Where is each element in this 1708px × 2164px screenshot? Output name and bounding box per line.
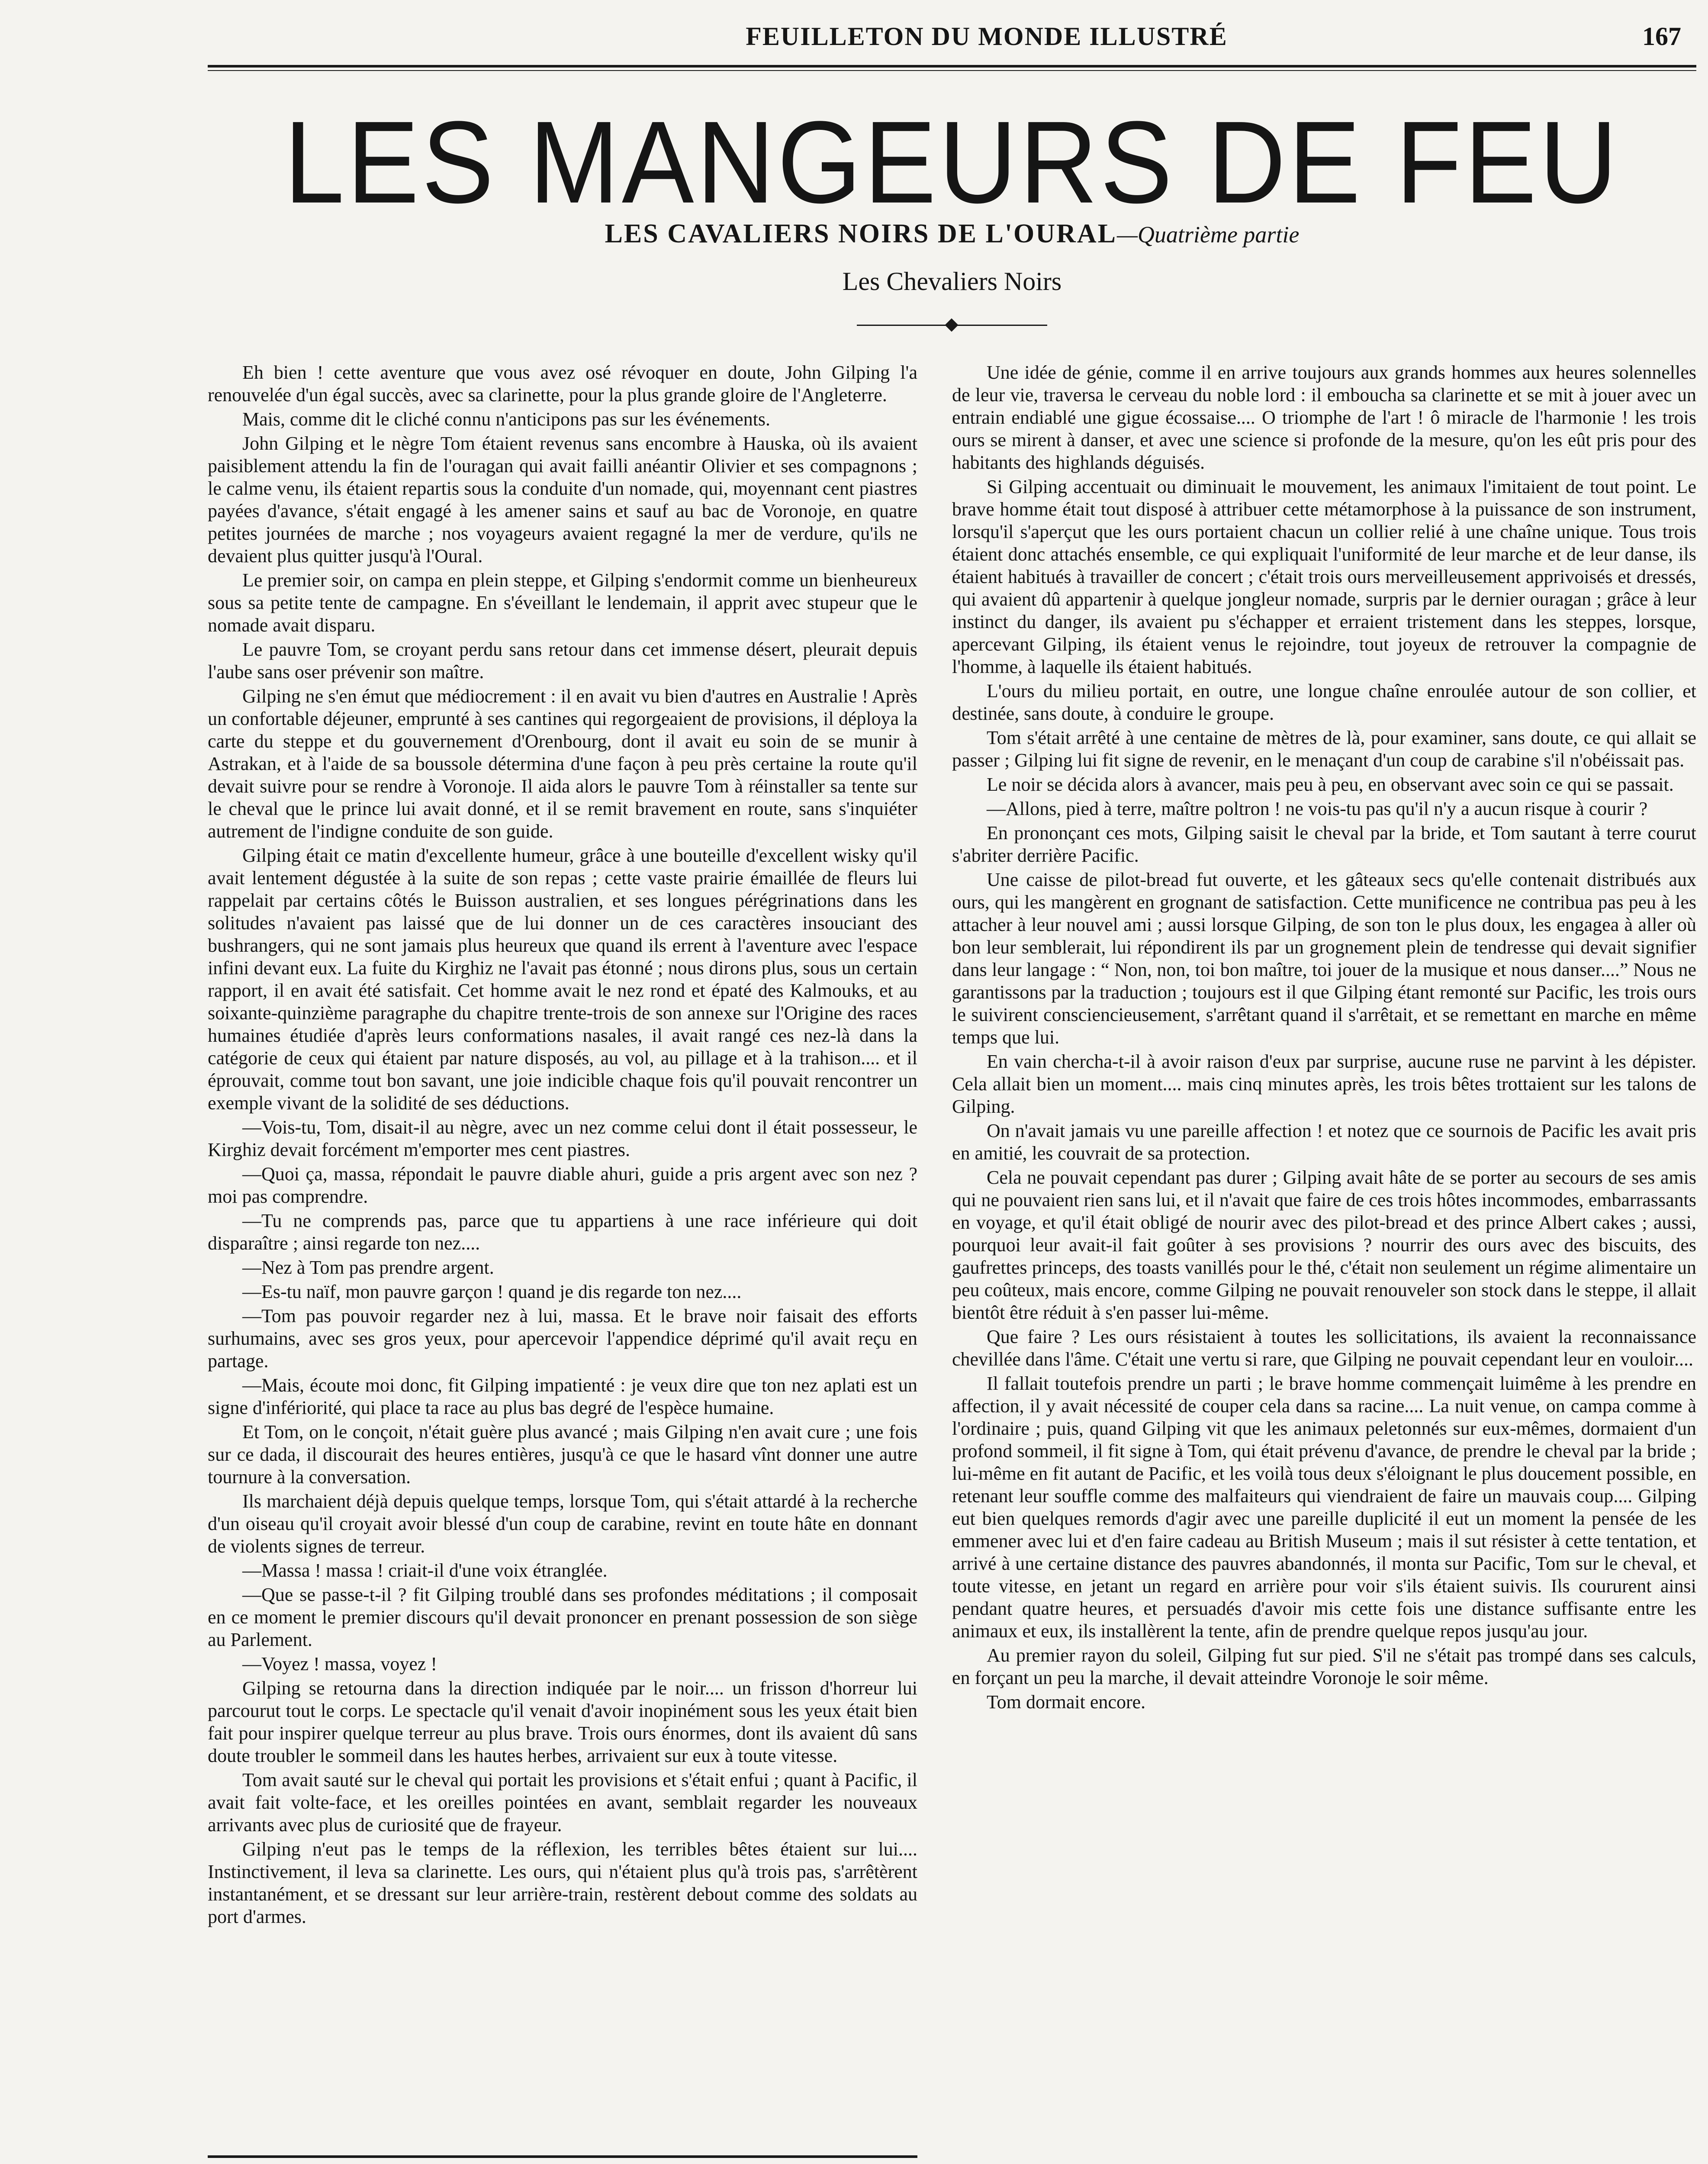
section-ornament: [857, 321, 1047, 330]
paragraph: —Tom pas pouvoir regarder nez à lui, massa. Et le brave noir faisait des efforts surhumains, avec ses gros yeux, pour apercevoir l'appendice déprimé qu'il avait reçu en partage.: [208, 1305, 917, 1372]
running-head: [216, 22, 1688, 61]
paragraph: Cela ne pouvait cependant pas durer ; Gilping avait hâte de se porter au secours de ses amis qui ne pouvaient rien sans lui, et il n'avait que faire de ces trois hôtes incommodes, embarrassants en voyage, et qu'il était obligé de nourir avec des pilot-bread et des prince Albert cakes ; aussi, pourquoi leur avait-il fait goûter à ses provisions ? nourrir des ours avec des biscuits, des gaufrettes princeps, des toasts vanillés pour le thé, c'était non seulement un régime alimentaire un peu coûteux, mais encore, comme Gilping ne pouvait renouveler son stock dans le steppe, il allait bientôt être réduit à s'en passer lui-même.: [952, 1167, 1696, 1323]
paragraph: Que faire ? Les ours résistaient à toutes les sollicitations, ils avaient la reconnaissance chevillée dans l'âme. C'était une vertu si rare, que Gilping ne pouvait cependant leur en vouloir....: [952, 1326, 1696, 1370]
paragraph: Gilping était ce matin d'excellente humeur, grâce à une bouteille d'excellent wisky qu'il avait lentement dégustée à la suite de son repas ; cette vaste prairie émaillée de fleurs lui rappelait par certains côtés le Buisson australien, et ses longues pérégrinations dans les solitudes n'avaient pas laissé que de lui donner un de ces caractères insouciant des bushrangers, qui ne sont jamais plus heureux que quand ils errent à l'aventure avec l'espace infini devant eux. La fuite du Kirghiz ne l'avait pas étonné ; nous dirons plus, sous un certain rapport, il en avait été satisfait. Cet homme avait le nez rond et épaté des Kalmouks, et au soixante-quinzième paragraphe du chapitre trente-trois de son annexe sur l'Origine des races humaines étudiée d'après leurs conformations nasales, il avait rangé ces nez-là dans la catégorie de ceux qui étaient par nature disposés, au vol, au pillage et à la trahison.... et il éprouvait, comme tout bon savant, une joie indicible chaque fois qu'il pouvait rencontrer un exemple vivant de la solidité de ses déductions.: [208, 845, 917, 1114]
paragraph: L'ours du milieu portait, en outre, une longue chaîne enroulée autour de son collier, et destinée, sans doute, à conduire le groupe.: [952, 680, 1696, 724]
running-head-title: FEUILLETON DU MONDE ILLUSTRÉ: [746, 22, 1228, 51]
paragraph: Gilping ne s'en émut que médiocrement : il en avait vu bien d'autres en Australie ! Après un confortable déjeuner, emprunté à ses cantines qui regorgeaient de provisions, il déploya la carte du steppe et du gouvernement d'Orenbourg, dont il avait eu soin de se munir à Astrakan, et à l'aide de sa boussole détermina d'une façon à peu près certaine la route qu'il devait suivre pour se rendre à Voronoje. Il aida alors le pauvre Tom à réinstaller sa tente sur le cheval que le prince lui avait donné, et il se remit bravement en route, sans s'inquiéter autrement de l'indigne conduite de son guide.: [208, 686, 917, 842]
paragraph: Ils marchaient déjà depuis quelque temps, lorsque Tom, qui s'était attardé à la recherche d'un oiseau qu'il croyait avoir blessé d'un coup de carabine, revint en toute hâte en donnant de violents signes de terreur.: [208, 1491, 917, 1557]
paragraph: Le premier soir, on campa en plein steppe, et Gilping s'endormit comme un bienheureux sous sa petite tente de campagne. En s'éveillant le lendemain, il apprit avec stupeur que le nomade avait disparu.: [208, 570, 917, 636]
paragraph: —Voyez ! massa, voyez !: [242, 1653, 437, 1675]
diamond-icon: [945, 318, 958, 332]
column-end-rule: [208, 2155, 917, 2158]
paragraph: En prononçant ces mots, Gilping saisit le cheval par la bride, et Tom sautant à terre courut s'abriter derrière Pacific.: [952, 822, 1696, 866]
paragraph: Il fallait toutefois prendre un parti ; le brave homme commençait luimême à les prendre en affection, il y avait nécessité de couper cela dans sa racine.... La nuit venue, on campa comme à l'ordinaire ; puis, quand Gilping vit que les animaux peletonnés sur eux-mêmes, dormaient d'un profond sommeil, il fit signe à Tom, qui était prévenu d'avance, de prendre le cheval par la bride ; lui-même en fit autant de Pacific, et les voilà tous deux s'éloignant le plus doucement possible, en retenant leur souffle comme des malfaiteurs qui viendraient de faire un mauvais coup.... Gilping eut bien quelques remords d'agir avec une pareille duplicité il eut un moment la pensée de les emmener avec lui et d'en faire cadeau au British Museum ; mais il sut résister à cette tentation, et arrivé à une certaine distance des pauvres abandonnés, il monta sur Pacific, Tom sur le cheval, et toute vitesse, en jetant un regard en arrière pour voir s'ils étaient suivis. Ils coururent ainsi pendant quatre heures, et persuadés d'avoir mis cette fois une distance suffisante entre les animaux et eux, ils installèrent la tente, afin de prendre quelque repos jusqu'au jour.: [952, 1373, 1696, 1642]
paragraph: —Mais, écoute moi donc, fit Gilping impatienté : je veux dire que ton nez aplati est un signe d'infériorité, qui place ta race au plus bas degré de l'espèce humaine.: [208, 1375, 917, 1418]
paragraph: Une idée de génie, comme il en arrive toujours aux grands hommes aux heures solennelles de leur vie, traversa le cerveau du noble lord : il emboucha sa clarinette et se mit à jouer avec un entrain endiablé une gigue écossaise.... O triomphe de l'art ! ô miracle de l'harmonie ! les trois ours se mirent à danser, et avec une science si profonde de la mesure, qu'on les eût pris pour des habitants des highlands déguisés.: [952, 362, 1696, 473]
page-number: 167: [1642, 22, 1681, 51]
paragraph: Eh bien ! cette aventure que vous avez osé révoquer en doute, John Gilping l'a renouvelée d'un égal succès, avec sa clarinette, pour la plus grande gloire de l'Angleterre.: [208, 362, 917, 406]
paragraph: Tom s'était arrêté à une centaine de mètres de là, pour examiner, sans doute, ce qui allait se passer ; Gilping lui fit signe de revenir, en le menaçant d'un coup de carabine s'il n'obéissait pas.: [952, 727, 1696, 771]
paragraph: Au premier rayon du soleil, Gilping fut sur pied. S'il ne s'était pas trompé dans ses calculs, en forçant un peu la marche, il devait atteindre Voronoje le soir même.: [952, 1645, 1696, 1688]
right-column: [952, 361, 1696, 2164]
paragraph: —Es-tu naïf, mon pauvre garçon ! quand je dis regarde ton nez....: [242, 1281, 742, 1302]
header-rule-thin: [208, 70, 1696, 71]
paragraph: Gilping n'eut pas le temps de la réflexion, les terribles bêtes étaient sur lui.... Instinctivement, il leva sa clarinette. Les ours, qui n'étaient plus qu'à trois pas, s'arrêtèrent instantanément, et se dressant sur leur arrière-train, restèrent debout comme des soldats au port d'armes.: [208, 1839, 917, 1927]
paragraph: —Que se passe-t-il ? fit Gilping troublé dans ses profondes méditations ; il composait en ce moment le premier discours qu'il devait prononcer en prenant possession de son siège au Parlement.: [208, 1584, 917, 1650]
paragraph: Le noir se décida alors à avancer, mais peu à peu, en observant avec soin ce qui se passait.: [987, 774, 1674, 795]
paragraph: —Tu ne comprends pas, parce que tu appartiens à une race inférieure qui doit disparaître ; ainsi regarde ton nez....: [208, 1210, 917, 1254]
paragraph: —Quoi ça, massa, répondait le pauvre diable ahuri, guide a pris argent avec son nez ? moi pas comprendre.: [208, 1163, 917, 1207]
paragraph: Une caisse de pilot-bread fut ouverte, et les gâteaux secs qu'elle contenait distribués aux ours, qui les mangèrent en grognant de satisfaction. Cette munificence ne contribua pas peu à les attacher à leur nouvel ami ; aussi lorsque Gilping, de son ton le plus doux, les engagea à aller où bon leur semblerait, lui répondirent ils par un grognement plein de tendresse qui devait signifier dans leur langage : “ Non, non, toi bon maître, toi jouer de la musique et nous danser....” Nous ne garantissons par la traduction ; toujours est il que Gilping étant remonté sur Pacific, les trois ours le suivirent consciencieusement, s'arrêtant quand il s'arrêtait, et se remettant en marche en même temps que lui.: [952, 869, 1696, 1048]
paragraph: Mais, comme dit le cliché connu n'anticipons pas sur les événements.: [242, 409, 771, 430]
paragraph: —Vois-tu, Tom, disait-il au nègre, avec un nez comme celui dont il était possesseur, le Kirghiz devait forcément m'emporter mes cent piastres.: [208, 1117, 917, 1160]
paragraph: Gilping se retourna dans la direction indiquée par le noir.... un frisson d'horreur lui parcourut tout le corps. Le spectacle qu'il venait d'avoir inopinément sous les yeux était bien fait pour inspirer quelque terreur au plus brave. Trois ours énormes, dont ils avaient dû sans doute troubler le sommeil dans les hautes herbes, arrivaient sur eux à toute vitesse.: [208, 1678, 917, 1766]
paragraph: On n'avait jamais vu une pareille affection ! et notez que ce sournois de Pacific les avait pris en amitié, les couvrait de sa protection.: [952, 1120, 1696, 1164]
paragraph: —Allons, pied à terre, maître poltron ! ne vois-tu pas qu'il n'y a aucun risque à courir ?: [987, 798, 1648, 819]
paragraph: Si Gilping accentuait ou diminuait le mouvement, les animaux l'imitaient de tout point. Le brave homme était tout disposé à attribuer cette métamorphose à la puissance de son instrument, lorsqu'il s'aperçut que les ours portaient chacun un collier relié à une chaîne unique. Tous trois étaient donc attachés ensemble, ce qui expliquait l'uniformité de leur marche et de leur danse, ils étaient habitués à travailler de concert ; c'était trois ours merveilleusement apprivoisés et dressés, qui avaient dû appartenir à quelque jongleur nomade, surpris par le dernier ouragan ; grâce à leur instinct du danger, ils avaient pu s'échapper et erraient tristement dans les steppes, lorsque, apercevant Gilping, ils étaient venus le rejoindre, tout joyeux de retrouver la compagnie de l'homme, à laquelle ils étaient habitués.: [952, 476, 1696, 677]
paragraph: Le pauvre Tom, se croyant perdu sans retour dans cet immense désert, pleurait depuis l'aube sans oser prévenir son maître.: [208, 639, 917, 683]
paragraph: —Massa ! massa ! criait-il d'une voix étranglée.: [242, 1560, 608, 1581]
subtitle-part: —Quatrième partie: [1116, 222, 1299, 248]
left-column: [208, 361, 917, 2136]
paragraph: Tom avait sauté sur le cheval qui portait les provisions et s'était enfui ; quant à Pacific, il avait fait volte-face, et les oreilles pointées en avant, semblait regarder les nouveaux arrivants avec plus de curiosité que de frayeur.: [208, 1769, 917, 1836]
chapter-title: Les Chevaliers Noirs: [842, 267, 1062, 296]
page-title: LES MANGEURS DE FEU: [284, 97, 1620, 228]
header-rule: [208, 65, 1696, 68]
paragraph: Tom dormait encore.: [987, 1691, 1146, 1713]
paragraph: En vain chercha-t-il à avoir raison d'eux par surprise, aucune ruse ne parvint à les dépister. Cela allait bien un moment.... mais cinq minutes après, les trois bêtes trottaient sur les talons de Gilping.: [952, 1051, 1696, 1117]
subtitle-main: LES CAVALIERS NOIRS DE L'OURAL: [605, 219, 1117, 248]
subtitle: [208, 216, 1696, 252]
paragraph: Et Tom, on le conçoit, n'était guère plus avancé ; mais Gilping n'en avait cure ; une fois sur ce dada, il discourait des heures entières, jusqu'à ce que le hasard vînt donner une autre tournure à la conversation.: [208, 1421, 917, 1488]
paragraph: —Nez à Tom pas prendre argent.: [242, 1257, 494, 1278]
paragraph: John Gilping et le nègre Tom étaient revenus sans encombre à Hauska, où ils avaient paisiblement attendu la fin de l'ouragan qui avait failli anéantir Olivier et ses compagnons ; le calme venu, ils étaient repartis sous la conduite d'un nomade, qui, moyennant cent piastres payées d'avance, s'était engagé à les amener sains et sauf au bac de Voronoje, en quatre petites journées de marche ; nos voyageurs avaient regagné la mer de verdure, qu'ils ne devaient plus quitter jusqu'à l'Oural.: [208, 433, 917, 567]
